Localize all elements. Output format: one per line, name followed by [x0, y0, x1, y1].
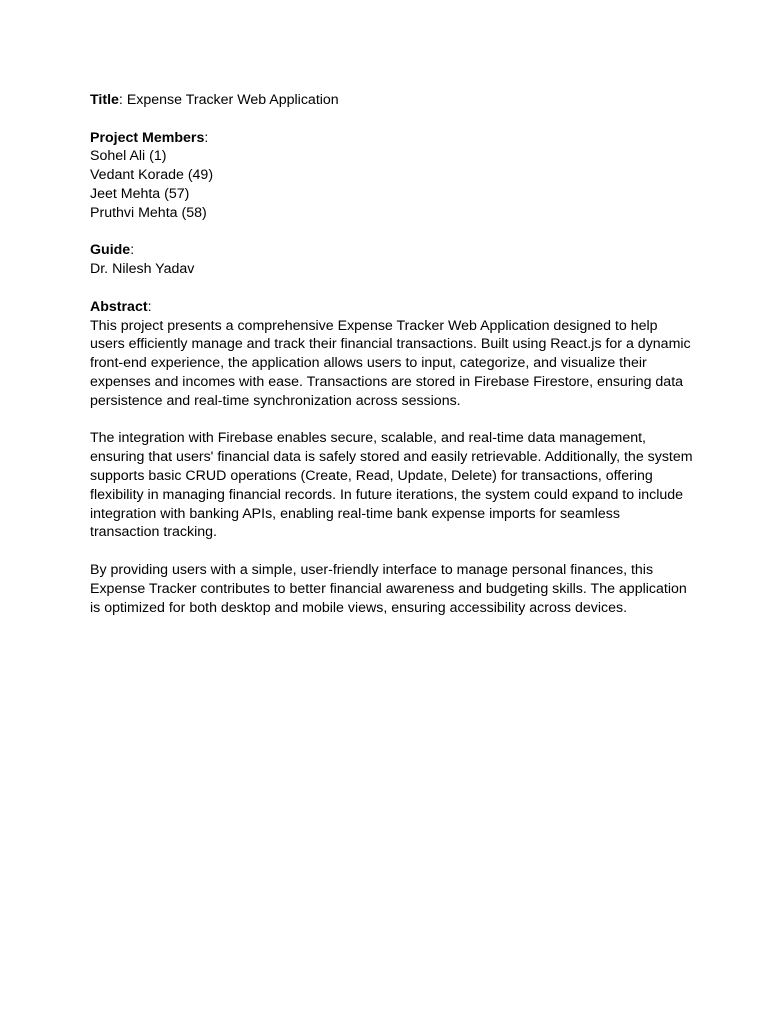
paragraph-line: flexibility in managing financial records. In future iterations, the system could expand to include [90, 486, 684, 503]
members-heading [90, 129, 690, 148]
paragraph-line: ensuring that users' financial data is safely stored and easily retrievable. Additionally, the system [90, 449, 693, 466]
paragraph-line: The integration with Firebase enables secure, scalable, and real-time data management, [90, 430, 646, 447]
guide-label: Guide [90, 242, 131, 259]
paragraph-line: transaction tracking. [90, 524, 217, 541]
title-label: Title [90, 92, 119, 108]
abstract-paragraph-3 [90, 561, 690, 617]
guide-heading [90, 241, 690, 260]
paragraph-line: persistence and real-time synchronization across sessions. [90, 392, 461, 409]
paragraph-line: front-end experience, the application allows users to input, categorize, and visualize their [90, 355, 647, 372]
paragraph-line: This project presents a comprehensive Expense Tracker Web Application designed to help [90, 317, 658, 334]
document-body [90, 91, 693, 617]
abstract-paragraph-1 [90, 317, 690, 411]
spacer [90, 110, 690, 129]
paragraph-line: Expense Tracker contributes to better financial awareness and budgeting skills. The application [90, 580, 687, 597]
abstract-paragraph-2 [90, 429, 693, 542]
title-line [90, 91, 690, 110]
paragraph-line: is optimized for both desktop and mobile views, ensuring accessibility across devices. [90, 599, 628, 616]
member-item: Pruthvi Mehta (58) [90, 204, 207, 221]
paragraph-line: expenses and incomes with ease. Transactions are stored in Firebase Firestore, ensuring data [90, 373, 684, 390]
abstract-heading [90, 298, 690, 317]
title-value: Expense Tracker Web Application [122, 92, 339, 108]
member-item: Vedant Korade (49) [90, 167, 214, 184]
abstract-label: Abstract [90, 298, 148, 315]
members-label: Project Members [90, 129, 205, 146]
guide-separator: : [130, 242, 135, 259]
paragraph-line: By providing users with a simple, user-friendly interface to manage personal finances, this [90, 561, 654, 578]
member-item: Jeet Mehta (57) [90, 185, 190, 202]
spacer [90, 223, 690, 242]
paragraph-line: supports basic CRUD operations (Create, Read, Update, Delete) for transactions, offering [90, 467, 653, 484]
title-separator: : [118, 92, 123, 108]
spacer [90, 279, 690, 298]
paragraph-line: integration with banking APIs, enabling real-time bank expense imports for seamless [90, 505, 620, 522]
paragraph-line: users efficiently manage and track their financial transactions. Built using React.js for a dynamic [90, 336, 691, 353]
spacer [90, 411, 690, 430]
member-item: Sohel Ali (1) [90, 148, 167, 165]
guide-value: Dr. Nilesh Yadav [90, 261, 195, 278]
spacer [90, 542, 690, 561]
members-separator: : [204, 129, 209, 146]
abstract-separator: : [147, 298, 152, 315]
